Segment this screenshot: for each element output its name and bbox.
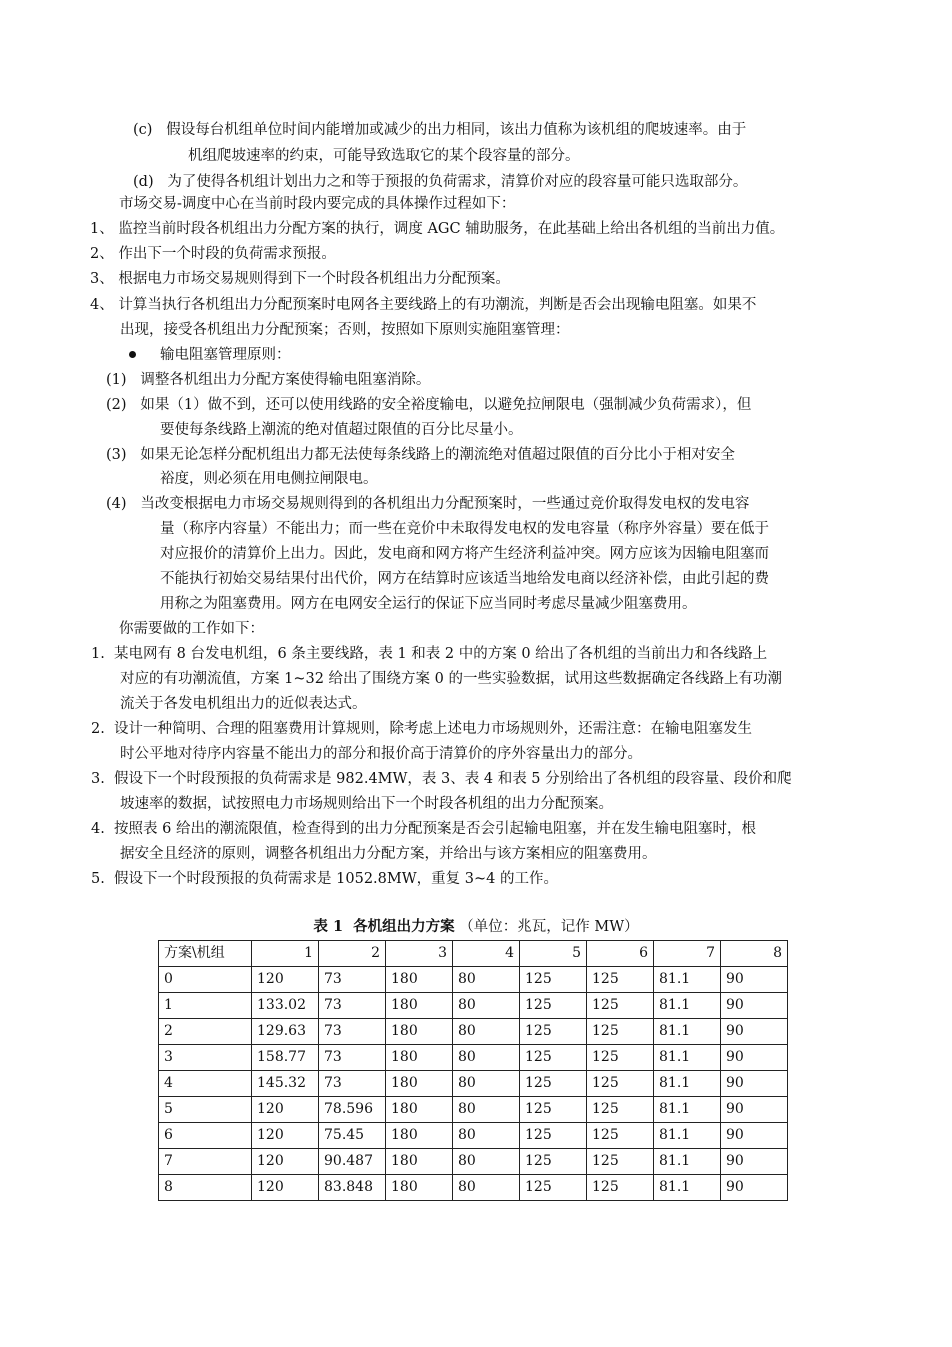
text-line: 3. 假设下一个时段预报的负荷需求是 982.4MW，表 3、表 4 和表 5 分别给出了各机组的段容量、段价和爬 — [91, 771, 792, 787]
text-line: (3) 如果无论怎样分配机组出力都无法使每条线路上的潮流绝对值超过限值的百分比小于相对安全 — [106, 447, 735, 463]
table-cell: 80 — [453, 1019, 520, 1045]
text-line: (1) 调整各机组出力分配方案使得输电阻塞消除。 — [106, 372, 431, 388]
text-line: 5. 假设下一个时段预报的负荷需求是 1052.8MW，重复 3~4 的工作。 — [91, 871, 558, 887]
table-row — [159, 1175, 788, 1201]
table-cell: 180 — [386, 993, 453, 1019]
table-cell: 125 — [587, 1175, 654, 1201]
table-cell: 81.1 — [654, 967, 721, 993]
text-line: 流关于各发电机组出力的近似表达式。 — [120, 696, 367, 712]
table-cell: 78.596 — [319, 1097, 386, 1123]
table-cell: 90 — [721, 1123, 788, 1149]
table-cell: 73 — [319, 1071, 386, 1097]
table-cell: 81.1 — [654, 1097, 721, 1123]
table-cell: 125 — [520, 967, 587, 993]
table-row — [159, 1019, 788, 1045]
text-line: 市场交易-调度中心在当前时段内要完成的具体操作过程如下： — [119, 196, 516, 212]
table-header-cell: 5 — [520, 941, 587, 967]
table-cell: 90 — [721, 1175, 788, 1201]
table-cell: 180 — [386, 1045, 453, 1071]
table-cell: 73 — [319, 1045, 386, 1071]
table-title: 表 1 各机组出力方案 — [313, 918, 455, 935]
text-line: (c) 假设每台机组单位时间内能增加或减少的出力相同，该出力值称为该机组的爬坡速率。由于 — [133, 122, 747, 138]
text-line: 2、 作出下一个时段的负荷需求预报。 — [90, 246, 336, 262]
text-line: 1、 监控当前时段各机组出力分配方案的执行，调度 AGC 辅助服务，在此基础上给出各机组的当前出力值。 — [90, 221, 785, 237]
table-cell: 125 — [520, 1019, 587, 1045]
text-line: 4. 按照表 6 给出的潮流限值，检查得到的出力分配预案是否会引起输电阻塞，并在发生输电阻塞时，根 — [91, 821, 756, 837]
text-line: 输电阻塞管理原则： — [160, 347, 291, 363]
table-header-cell: 6 — [587, 941, 654, 967]
text-line: (4) 当改变根据电力市场交易规则得到的各机组出力分配预案时，一些通过竞价取得发电权的发电容 — [106, 496, 750, 512]
table-cell: 5 — [159, 1097, 252, 1123]
text-line: 不能执行初始交易结果付出代价，网方在结算时应该适当地给发电商以经济补偿，由此引起的费 — [160, 571, 769, 587]
table-cell: 80 — [453, 1123, 520, 1149]
table-header-cell: 方案\机组 — [159, 941, 252, 967]
text-line: 裕度，则必须在用电侧拉闸限电。 — [160, 471, 378, 487]
table-cell: 180 — [386, 1175, 453, 1201]
table-cell: 125 — [520, 1175, 587, 1201]
table-cell: 125 — [587, 1019, 654, 1045]
table-cell: 83.848 — [319, 1175, 386, 1201]
text-line: 你需要做的工作如下： — [119, 621, 264, 637]
text-line: 要使每条线路上潮流的绝对值超过限值的百分比尽量小。 — [160, 422, 523, 438]
table-cell: 8 — [159, 1175, 252, 1201]
table-cell: 81.1 — [654, 1071, 721, 1097]
table-cell: 125 — [520, 1149, 587, 1175]
table-cell: 73 — [319, 967, 386, 993]
table-cell: 90 — [721, 967, 788, 993]
table-cell: 145.32 — [252, 1071, 319, 1097]
table-row — [159, 1123, 788, 1149]
table-cell: 180 — [386, 1071, 453, 1097]
table-cell: 125 — [520, 1071, 587, 1097]
text-line: 坡速率的数据，试按照电力市场规则给出下一个时段各机组的出力分配预案。 — [120, 796, 613, 812]
table-cell: 80 — [453, 1175, 520, 1201]
table-cell: 1 — [159, 993, 252, 1019]
table-cell: 90 — [721, 1071, 788, 1097]
table-cell: 80 — [453, 1097, 520, 1123]
table-cell: 180 — [386, 1149, 453, 1175]
table-cell: 125 — [587, 1149, 654, 1175]
text-line: 对应报价的清算价上出力。因此，发电商和网方将产生经济利益冲突。网方应该为因输电阻塞而 — [160, 546, 769, 562]
table-row — [159, 993, 788, 1019]
table-cell: 90 — [721, 1045, 788, 1071]
text-line: 2. 设计一种简明、合理的阻塞费用计算规则，除考虑上述电力市场规则外，还需注意：在输电阻塞发生 — [91, 721, 753, 737]
text-line: 机组爬坡速率的约束，可能导致选取它的某个段容量的部分。 — [188, 148, 580, 164]
table-cell: 180 — [386, 1123, 453, 1149]
table-header-cell: 7 — [654, 941, 721, 967]
table-cell: 125 — [587, 1071, 654, 1097]
table-cell: 6 — [159, 1123, 252, 1149]
text-line: 3、 根据电力市场交易规则得到下一个时段各机组出力分配预案。 — [90, 271, 510, 287]
table-cell: 90.487 — [319, 1149, 386, 1175]
text-line: 1. 某电网有 8 台发电机组，6 条主要线路，表 1 和表 2 中的方案 0 给出了各机组的当前出力和各线路上 — [91, 646, 768, 662]
table-header-cell: 2 — [319, 941, 386, 967]
text-line: 出现，接受各机组出力分配预案；否则，按照如下原则实施阻塞管理： — [120, 322, 570, 338]
text-line: 时公平地对待序内容量不能出力的部分和报价高于清算价的序外容量出力的部分。 — [120, 746, 642, 762]
table-cell: 80 — [453, 967, 520, 993]
table-cell: 0 — [159, 967, 252, 993]
table-row — [159, 1045, 788, 1071]
table-cell: 125 — [520, 1097, 587, 1123]
table-cell: 81.1 — [654, 993, 721, 1019]
text-line: 据安全且经济的原则，调整各机组出力分配方案，并给出与该方案相应的阻塞费用。 — [120, 846, 657, 862]
table-header-row — [159, 941, 788, 967]
output-plan-table — [158, 940, 788, 1201]
table-cell: 120 — [252, 1175, 319, 1201]
table-cell: 90 — [721, 1149, 788, 1175]
table-cell: 90 — [721, 993, 788, 1019]
text-line: 量（称序内容量）不能出力；而一些在竞价中未取得发电权的发电容量（称序外容量）要在低于 — [160, 521, 769, 537]
table-cell: 180 — [386, 1019, 453, 1045]
table-cell: 125 — [520, 1123, 587, 1149]
table-cell: 120 — [252, 967, 319, 993]
table-cell: 125 — [587, 1045, 654, 1071]
table-cell: 81.1 — [654, 1045, 721, 1071]
table-cell: 120 — [252, 1123, 319, 1149]
text-line: 用称之为阻塞费用。网方在电网安全运行的保证下应当同时考虑尽量减少阻塞费用。 — [160, 596, 697, 612]
table-cell: 81.1 — [654, 1019, 721, 1045]
table-cell: 125 — [587, 993, 654, 1019]
text-line: 对应的有功潮流值，方案 1~32 给出了围绕方案 0 的一些实验数据，试用这些数据确定各线路上有功潮 — [120, 671, 782, 687]
table-row — [159, 967, 788, 993]
text-line: (2) 如果（1）做不到，还可以使用线路的安全裕度输电，以避免拉闸限电（强制减少负荷需求），但 — [106, 397, 752, 413]
table-cell: 3 — [159, 1045, 252, 1071]
table-header-cell: 8 — [721, 941, 788, 967]
text-line: 4、 计算当执行各机组出力分配预案时电网各主要线路上的有功潮流，判断是否会出现输电阻塞。如果不 — [90, 297, 757, 313]
table-cell: 120 — [252, 1149, 319, 1175]
table-row — [159, 1149, 788, 1175]
table-cell: 125 — [520, 1045, 587, 1071]
table-cell: 158.77 — [252, 1045, 319, 1071]
table-row — [159, 1097, 788, 1123]
table-cell: 81.1 — [654, 1149, 721, 1175]
table-cell: 73 — [319, 1019, 386, 1045]
table-cell: 80 — [453, 1045, 520, 1071]
table-header-cell: 3 — [386, 941, 453, 967]
table-row — [159, 1071, 788, 1097]
table-cell: 80 — [453, 1149, 520, 1175]
table-header-cell: 1 — [252, 941, 319, 967]
table-header-cell: 4 — [453, 941, 520, 967]
table-cell: 80 — [453, 1071, 520, 1097]
table-cell: 81.1 — [654, 1123, 721, 1149]
table-cell: 90 — [721, 1097, 788, 1123]
table-cell: 7 — [159, 1149, 252, 1175]
bullet-icon — [129, 351, 136, 358]
table-cell: 180 — [386, 1097, 453, 1123]
text-line: (d) 为了使得各机组计划出力之和等于预报的负荷需求，清算价对应的段容量可能只选取部分。 — [133, 174, 748, 190]
table-cell: 90 — [721, 1019, 788, 1045]
table-cell: 133.02 — [252, 993, 319, 1019]
table-cell: 80 — [453, 993, 520, 1019]
table-cell: 75.45 — [319, 1123, 386, 1149]
table-cell: 125 — [520, 993, 587, 1019]
table-cell: 4 — [159, 1071, 252, 1097]
table-cell: 81.1 — [654, 1175, 721, 1201]
table-cell: 125 — [587, 1123, 654, 1149]
table-cell: 180 — [386, 967, 453, 993]
table-cell: 120 — [252, 1097, 319, 1123]
table-cell: 129.63 — [252, 1019, 319, 1045]
table-cell: 125 — [587, 967, 654, 993]
table-cell: 125 — [587, 1097, 654, 1123]
table-caption — [0, 917, 952, 937]
table-cell: 2 — [159, 1019, 252, 1045]
table-cell: 73 — [319, 993, 386, 1019]
table-unit: （单位：兆瓦，记作 MW） — [459, 919, 639, 935]
